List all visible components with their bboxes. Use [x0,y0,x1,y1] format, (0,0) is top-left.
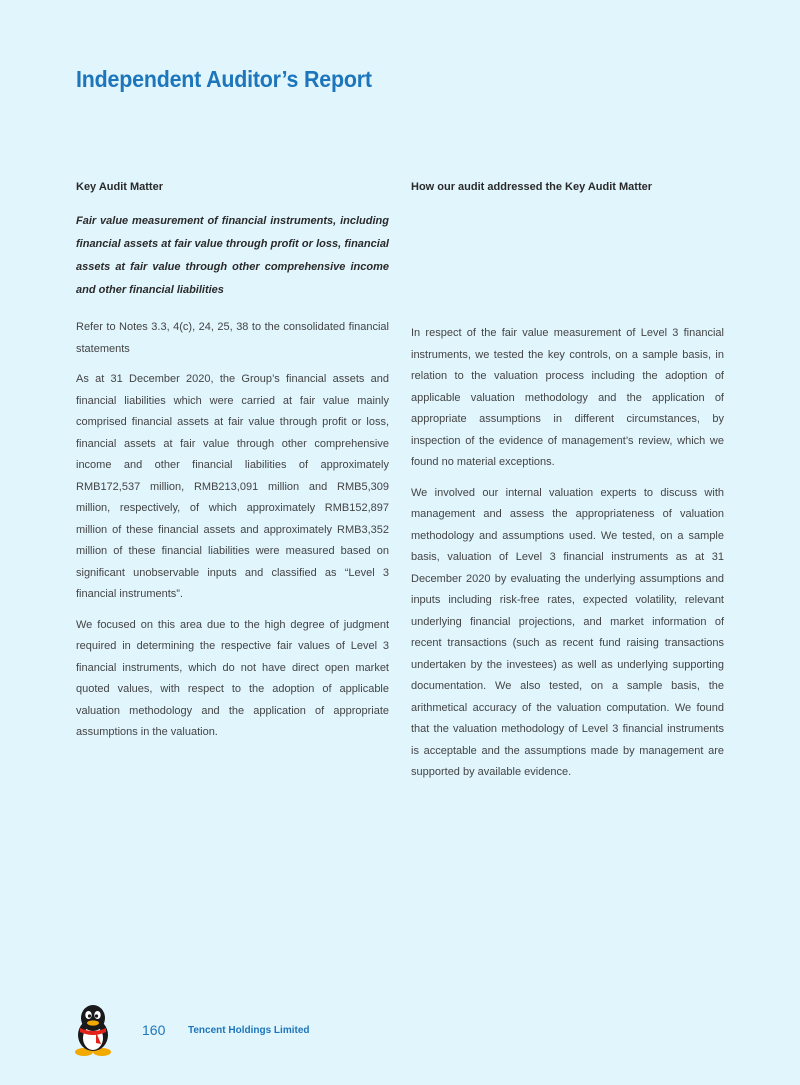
right-paragraph: In respect of the fair value measurement of Level 3 financial instruments, we tested the key controls, on a sample basis, in relation to the valuation process including the adoption of applicable valuation methodology and the application of appropriate assumptions in different circumstances, by inspection of the evidence of management’s review, which we found no material exceptions. [411,327,724,468]
key-audit-matter-column [76,180,389,753]
company-name: Tencent Holdings Limited [188,1025,310,1036]
audit-response-heading: How our audit addressed the Key Audit Matter [411,181,653,193]
left-paragraph: Refer to Notes 3.3, 4(c), 24, 25, 38 to the consolidated financial statements [76,321,389,355]
left-paragraph: As at 31 December 2020, the Group’s financial assets and financial liabilities which were carried at fair value mainly comprised financial assets at fair value through profit or loss, financial assets at fair value through other comprehensive income and other financial liabilities of approximately RMB172,537 million, RMB213,091 million and RMB5,309 million, respectively, of which approximately RMB152,897 million of these financial assets and approximately RMB3,352 million of these financial liabilities were measured based on significant unobservable inputs and classified as “Level 3 financial instruments”. [76,373,389,600]
page-title: Independent Auditor’s Report [76,66,372,92]
key-audit-matter-heading: Key Audit Matter [76,181,163,193]
penguin-logo-icon [72,1004,114,1056]
left-paragraph: We focused on this area due to the high degree of judgment required in determining the respective fair values of Level 3 financial instruments, which do not have direct open market quoted values, with respect to the adoption of applicable valuation methodology and the application of appropriate assumptions in the valuation. [76,618,389,738]
audit-response-column [411,180,724,793]
matter-title: Fair value measurement of financial instruments, including financial assets at fair value through profit or loss, financial assets at fair value through other comprehensive income and other financial liabilities [76,215,389,296]
page-number: 160 [142,1022,166,1038]
right-paragraph: We involved our internal valuation experts to discuss with management and assess the appropriateness of valuation methodology and assumptions used. We tested, on a sample basis, valuation of Level 3 financial instruments as at 31 December 2020 by evaluating the underlying assumptions and inputs including risk-free rates, expected volatility, relevant underlying financial projections, and market information of recent transactions (such as recent fund raising transactions undertaken by the investees) as well as underlying supporting documentation. We also tested, on a sample basis, the arithmetical accuracy of the valuation computation. We found that the valuation methodology of Level 3 financial instruments is acceptable and the assumptions made by management are supported by available evidence. [411,486,724,778]
